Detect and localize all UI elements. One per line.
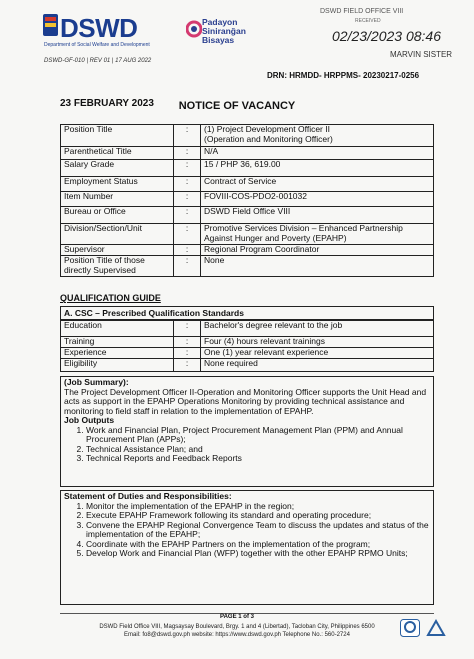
row-label: Experience	[61, 348, 174, 359]
row-label: Training	[61, 337, 174, 348]
row-separator: :	[174, 160, 201, 177]
list-item: 4. Coordinate with the EPAHP Partners on the implementation of the program;	[86, 540, 430, 550]
row-separator: :	[174, 256, 201, 277]
job-summary-section	[60, 376, 434, 487]
campaign-line: Padayon	[202, 17, 238, 27]
row-label: Division/Section/Unit	[61, 224, 174, 245]
list-item: 3. Technical Reports and Feedback Reports	[86, 454, 430, 464]
table-row	[61, 147, 434, 160]
dswd-seal-icon	[42, 13, 60, 39]
row-value: None required	[201, 359, 434, 372]
row-value: Contract of Service	[201, 177, 434, 192]
received-stamp-office: DSWD FIELD OFFICE VIII	[320, 8, 404, 15]
row-label: Salary Grade	[61, 160, 174, 177]
row-value: FOVIII-COS-PDO2-001032	[201, 192, 434, 207]
table-row	[61, 245, 434, 256]
table-row	[61, 160, 434, 177]
row-label: Parenthetical Title	[61, 147, 174, 160]
table-row	[61, 192, 434, 207]
row-separator: :	[174, 224, 201, 245]
duties-list	[64, 502, 430, 559]
row-label: Position Title	[61, 125, 174, 147]
job-summary-text: The Project Development Officer II-Operation and Monitoring Officer supports the Unit Head and acts as support in the EPAHP Operations Monitoring by providing technical assistance and monitoring to field staff in relation to the implementation of EPAHP.	[64, 386, 427, 416]
form-code: DSWD-GF-010 | REV 01 | 17 AUG 2022	[44, 58, 152, 64]
row-separator: :	[174, 177, 201, 192]
row-label: Eligibility	[61, 359, 174, 372]
position-details-table	[60, 124, 434, 277]
row-value: Bachelor's degree relevant to the job	[201, 321, 434, 337]
row-separator: :	[174, 359, 201, 372]
job-outputs-heading: Job Outputs	[64, 415, 115, 425]
duties-heading: Statement of Duties and Responsibilities:	[64, 491, 232, 501]
padayon-logo-icon	[186, 16, 202, 44]
row-separator: :	[174, 321, 201, 337]
row-value: N/A	[201, 147, 434, 160]
table-row	[61, 348, 434, 359]
campaign-tagline	[202, 18, 246, 45]
row-value: Regional Program Coordinator	[201, 245, 434, 256]
list-item: 3. Convene the EPAHP Regional Convergence Team to discuss the updates and status of the implementation of the EPAHP;	[86, 521, 430, 540]
campaign-line: Siniranğan	[202, 26, 246, 36]
table-row	[61, 224, 434, 245]
qualification-guide-heading: QUALIFICATION GUIDE	[60, 293, 161, 303]
qualification-table	[60, 320, 434, 372]
job-outputs-list	[64, 426, 430, 464]
table-row	[61, 337, 434, 348]
row-label: Item Number	[61, 192, 174, 207]
iso-certification-icon	[400, 619, 420, 637]
row-value: Four (4) hours relevant trainings	[201, 337, 434, 348]
list-item: 1. Work and Financial Plan, Project Procurement Management Plan (PPM) and Annual Procurement Plan (APPs);	[86, 426, 430, 445]
list-item: 2. Execute EPAHP Framework following its standard and operating procedure;	[86, 511, 430, 521]
duties-section	[60, 490, 434, 605]
row-label: Supervisor	[61, 245, 174, 256]
table-row	[61, 256, 434, 277]
row-separator: :	[174, 125, 201, 147]
csc-standards-heading: A. CSC – Prescribed Qualification Standards	[60, 306, 434, 320]
notice-title: NOTICE OF VACANCY	[178, 100, 296, 112]
row-separator: :	[174, 348, 201, 359]
row-value: 15 / PHP 36, 619.00	[201, 160, 434, 177]
table-row	[61, 321, 434, 337]
accreditation-seal-icon	[426, 619, 446, 637]
row-separator: :	[174, 245, 201, 256]
table-row	[61, 207, 434, 224]
list-item: 1. Monitor the implementation of the EPAHP in the region;	[86, 502, 430, 512]
department-name: Department of Social Welfare and Development	[44, 42, 150, 48]
row-value: None	[201, 256, 434, 277]
received-stamp-name: MARVIN SISTER	[390, 50, 453, 59]
table-row	[61, 359, 434, 372]
row-separator: :	[174, 147, 201, 160]
list-item: 2. Technical Assistance Plan; and	[86, 445, 430, 455]
row-label: Bureau or Office	[61, 207, 174, 224]
document-reference-number: DRN: HRMDD- HRPPMS- 20230217-0256	[267, 71, 420, 80]
footer-contact: Email: fo8@dswd.gov.ph website: https://www.dswd.gov.ph Telephone No.: 560-2724	[124, 631, 350, 638]
row-separator: :	[174, 192, 201, 207]
row-label: Education	[61, 321, 174, 337]
notice-date: 23 FEBRUARY 2023	[60, 98, 154, 109]
campaign-line: Bisayas	[202, 35, 235, 45]
table-row	[61, 125, 434, 147]
footer-address: DSWD Field Office VIII, Magsaysay Boulevard, Brgy. 1 and 4 (Libertad), Tacloban City, Philippines 6500	[99, 624, 375, 630]
dswd-logo-text: DSWD	[60, 13, 138, 43]
row-label: Position Title of those directly Supervised	[61, 256, 174, 277]
row-separator: :	[174, 207, 201, 224]
page-number: PAGE 1 of 3	[220, 614, 254, 620]
received-stamp-label: RECEIVED	[355, 18, 381, 24]
row-label: Employment Status	[61, 177, 174, 192]
row-value: (1) Project Development Officer II (Operation and Monitoring Officer)	[201, 125, 434, 147]
row-value: One (1) year relevant experience	[201, 348, 434, 359]
job-summary-heading: (Job Summary):	[64, 377, 129, 387]
received-stamp-date: 02/23/2023 08:46	[332, 28, 441, 44]
row-separator: :	[174, 337, 201, 348]
row-value: Promotive Services Division – Enhanced Partnership Against Hunger and Poverty (EPAHP)	[201, 224, 434, 245]
list-item: 5. Develop Work and Financial Plan (WFP) together with the other EPAHP RPMO Units;	[86, 549, 430, 559]
row-value: DSWD Field Office VIII	[201, 207, 434, 224]
table-row	[61, 177, 434, 192]
